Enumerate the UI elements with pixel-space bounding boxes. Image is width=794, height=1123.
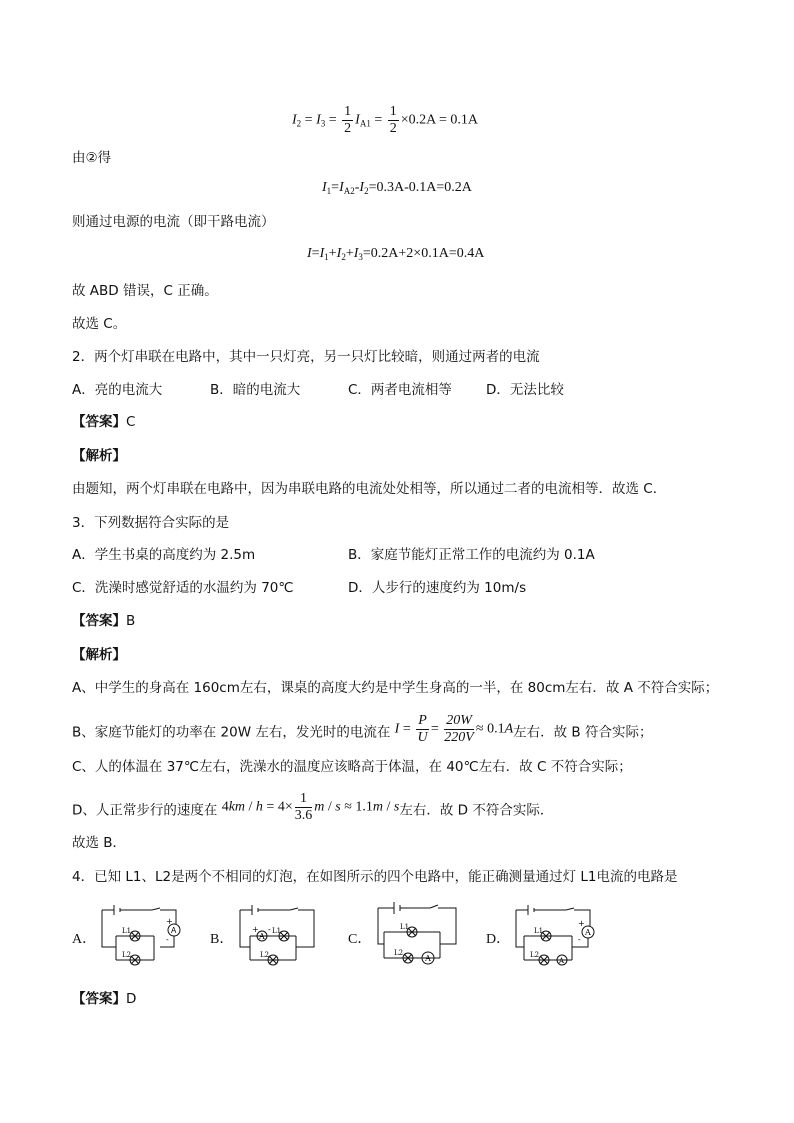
answer-label: 【答案】 (72, 414, 126, 430)
answer-label: 【答案】 (72, 991, 126, 1007)
question-stem: 2．两个灯串联在电路中，其中一只灯亮，另一只灯比较暗，则通过两者的电流 (72, 349, 540, 365)
option-d: D．无法比较 (486, 382, 564, 398)
analysis-a: A、中学生的身高在 160cm左右，课桌的高度大约是中学生身高的一半，在 80cm左右．故 A 不符合实际； (72, 680, 719, 696)
option-a: A．学生书桌的高度约为 2.5m (72, 547, 256, 563)
svg-text:L1: L1 (400, 923, 410, 931)
svg-text:L2: L2 (530, 951, 540, 959)
circuit-diagram-c (370, 898, 465, 973)
svg-text:A: A (585, 928, 591, 937)
circuit-label-d: D． (486, 932, 511, 947)
analysis-b-post: 左右．故 B 符合实际； (513, 724, 653, 741)
option-a: A．亮的电流大 (72, 382, 163, 398)
option-c: C．洗澡时感觉舒适的水温约为 70℃ (72, 580, 294, 596)
analysis-c: C、人的体温在 37℃左右，洗澡水的温度应该略高于体温，在 40℃左右．故 C 不符合实际； (72, 759, 632, 775)
answer-line (72, 989, 136, 1009)
svg-text:A: A (425, 954, 431, 963)
text-line: 由②得 (72, 150, 112, 166)
svg-text:L2: L2 (122, 951, 132, 959)
svg-text:L2: L2 (394, 949, 404, 957)
analysis-b (72, 713, 653, 749)
svg-text:A: A (171, 926, 177, 935)
circuit-label-a: A． (72, 932, 97, 947)
svg-text:A: A (259, 932, 265, 941)
answer-line (72, 611, 135, 631)
question-stem: 3．下列数据符合实际的是 (72, 515, 230, 531)
text-line: 则通过电源的电流（即干路电流） (72, 214, 275, 230)
circuit-label-c: C． (348, 932, 372, 947)
answer-value: C (126, 414, 136, 430)
svg-text:-: - (268, 925, 271, 934)
equation-i-total: $I=I_1+I_2+I_3=0.2A+2\times 0.1A=0.4A$ (307, 246, 485, 262)
circuit-diagram-b (232, 902, 322, 972)
formula-current: I = $\frac{P}{U}$ = $\frac{20W}{220V}$ ≈ 0.1A (394, 713, 514, 745)
text-line: 故选 C。 (72, 316, 127, 332)
circuit-diagram-d (508, 902, 598, 972)
answer-line (72, 412, 135, 432)
analysis-label: 【解析】 (72, 448, 126, 464)
analysis-d-post: 左右．故 D 不符合实际． (399, 802, 554, 819)
svg-text:-: - (166, 935, 169, 944)
svg-text:L2: L2 (260, 951, 270, 959)
equation-i2-i3: $I_2 = I_3$ = $\frac{1}{2}$ $I_{A1}$ = $\frac{1}{2}$ ×0.2A = 0.1A (292, 104, 478, 136)
svg-text:+: + (578, 919, 585, 928)
analysis-d (72, 791, 554, 827)
text-line: 故 ABD 错误，C 正确。 (72, 283, 218, 299)
answer-value: D (126, 991, 137, 1007)
svg-text:L1: L1 (534, 927, 544, 935)
option-b: B．家庭节能灯正常工作的电流约为 0.1A (348, 547, 595, 563)
analysis-text: 由题知，两个灯串联在电路中，因为串联电路的电流处处相等，所以通过二者的电流相等．故选 C． (72, 481, 667, 497)
svg-text:A: A (559, 957, 565, 965)
circuit-label-b: B． (210, 932, 234, 947)
circuit-diagram-a (94, 902, 184, 972)
svg-text:+: + (252, 925, 259, 934)
analysis-label: 【解析】 (72, 647, 126, 663)
text-line: 故选 B． (72, 835, 127, 851)
option-c: C．两者电流相等 (348, 382, 452, 398)
formula-speed: 4km / h = 4× $\frac{1}{3.6}$ m / s ≈ 1.1m / s (221, 791, 400, 823)
svg-text:+: + (166, 917, 173, 926)
option-d: D．人步行的速度约为 10m/s (348, 580, 527, 596)
answer-value: B (126, 613, 136, 629)
analysis-d-pre: D、人正常步行的速度在 (72, 802, 218, 819)
analysis-b-pre: B、家庭节能灯的功率在 20W 左右，发光时的电流在 (72, 724, 391, 741)
option-b: B．暗的电流大 (210, 382, 301, 398)
svg-text:L1: L1 (122, 927, 132, 935)
question-stem: 4．已知 L1、L2是两个不相同的灯泡，在如图所示的四个电路中，能正确测量通过灯 L1电流的电路是 (72, 869, 678, 885)
svg-text:-: - (578, 935, 581, 944)
svg-text:L1: L1 (272, 927, 282, 935)
answer-label: 【答案】 (72, 613, 126, 629)
equation-i1: $I_1=I_{A2}-I_2=0.3A-0.1A=0.2A$ (322, 180, 472, 196)
